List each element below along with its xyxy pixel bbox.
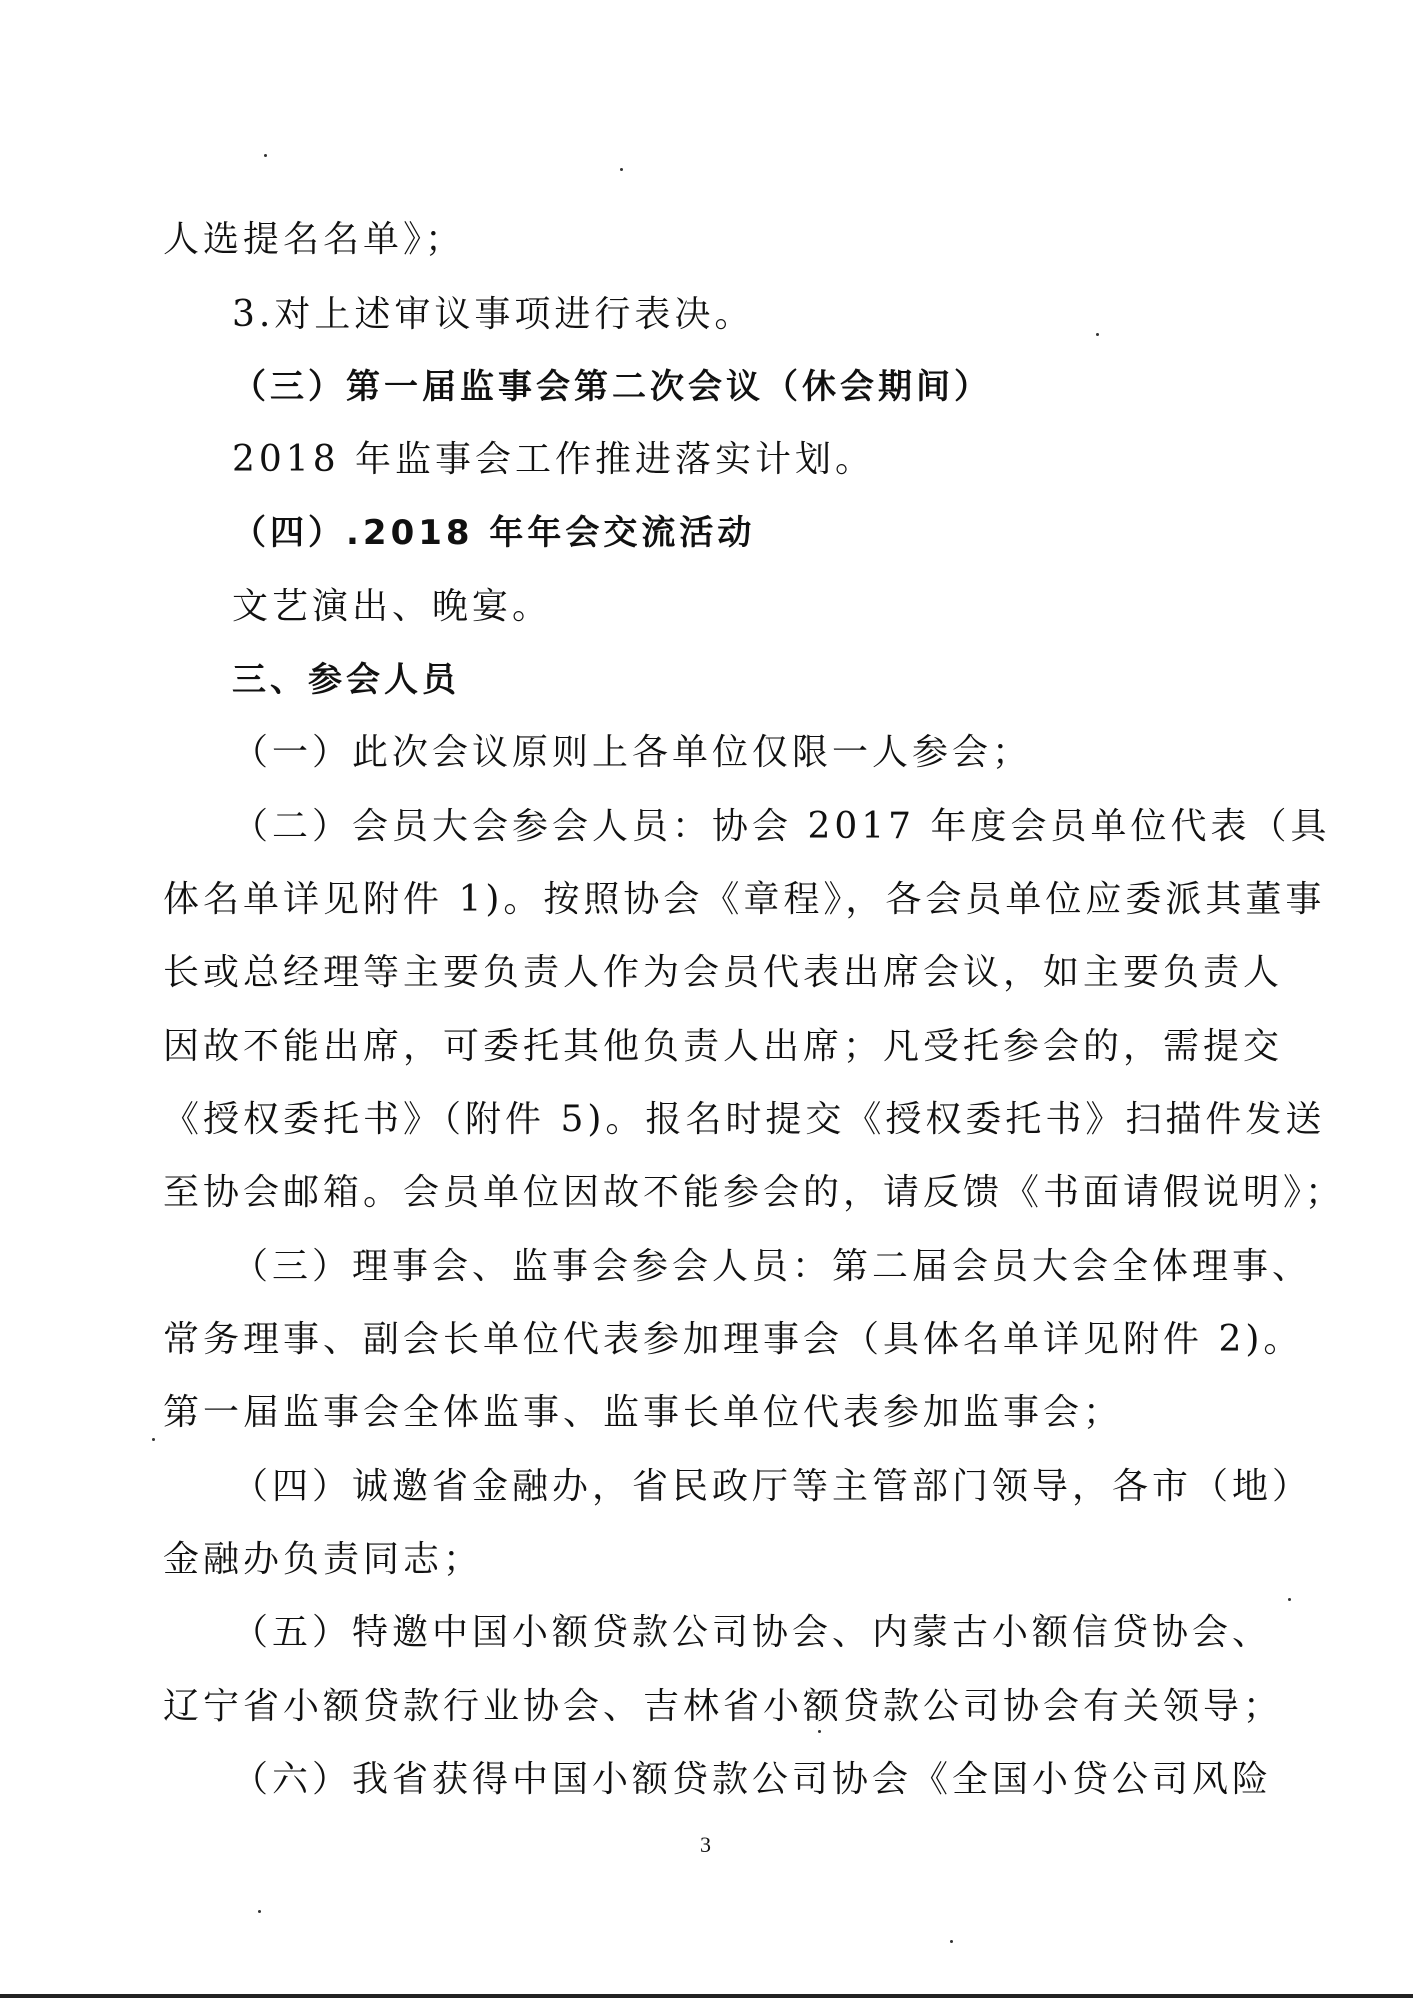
scan-speck [1288, 1598, 1291, 1601]
text-line: （六）我省获得中国小额贷款公司协会《全国小贷公司风险 [232, 1759, 1273, 1800]
text-line: 人选提名名单》； [163, 219, 466, 260]
text-line: 常务理事、副会长单位代表参加理事会（具体名单详见附件 2)。 [163, 1319, 1304, 1360]
scan-speck [1096, 333, 1099, 336]
text-line: 3.对上述审议事项进行表决。 [232, 294, 755, 335]
text-line: 第一届监事会全体监事、监事长单位代表参加监事会； [163, 1392, 1124, 1433]
scan-speck [152, 1438, 155, 1441]
text-line: 《授权委托书》（附件 5)。报名时提交《授权委托书》扫描件发送 [163, 1099, 1326, 1140]
text-line: 因故不能出席，可委托其他负责人出席；凡受托参会的，需提交 [163, 1026, 1284, 1067]
scan-speck [620, 168, 623, 171]
text-line: 金融办负责同志； [163, 1539, 484, 1580]
text-line: 辽宁省小额贷款行业协会、吉林省小额贷款公司协会有关领导； [163, 1686, 1284, 1727]
section-heading: 三、参会人员 [232, 660, 460, 700]
text-line: （五）特邀中国小额贷款公司协会、内蒙古小额信贷协会、 [232, 1612, 1273, 1653]
text-line: 至协会邮箱。会员单位因故不能参会的，请反馈《书面请假说明》； [163, 1172, 1346, 1213]
text-line: （一）此次会议原则上各单位仅限一人参会； [232, 732, 1033, 773]
scan-edge-line [0, 1994, 1413, 1998]
section-heading: （四）.2018 年年会交流活动 [232, 513, 756, 553]
scan-speck [258, 1910, 261, 1913]
text-line: 2018 年监事会工作推进落实计划。 [232, 439, 876, 480]
scan-speck [264, 154, 267, 157]
text-line: （三）理事会、监事会参会人员：第二届会员大会全体理事、 [232, 1246, 1313, 1287]
text-line: （二）会员大会参会人员：协会 2017 年度会员单位代表（具 [232, 806, 1331, 847]
text-line: 长或总经理等主要负责人作为会员代表出席会议，如主要负责人 [163, 952, 1284, 993]
page-number: 3 [700, 1832, 711, 1857]
text-line: （四）诚邀省金融办，省民政厅等主管部门领导，各市（地） [232, 1466, 1313, 1507]
scan-speck [818, 1730, 821, 1733]
scan-speck [950, 1940, 953, 1943]
section-heading: （三）第一届监事会第二次会议（休会期间） [232, 367, 992, 407]
text-line: 文艺演出、晚宴。 [232, 586, 553, 627]
text-line: 体名单详见附件 1)。按照协会《章程》，各会员单位应委派其董事 [163, 879, 1326, 920]
